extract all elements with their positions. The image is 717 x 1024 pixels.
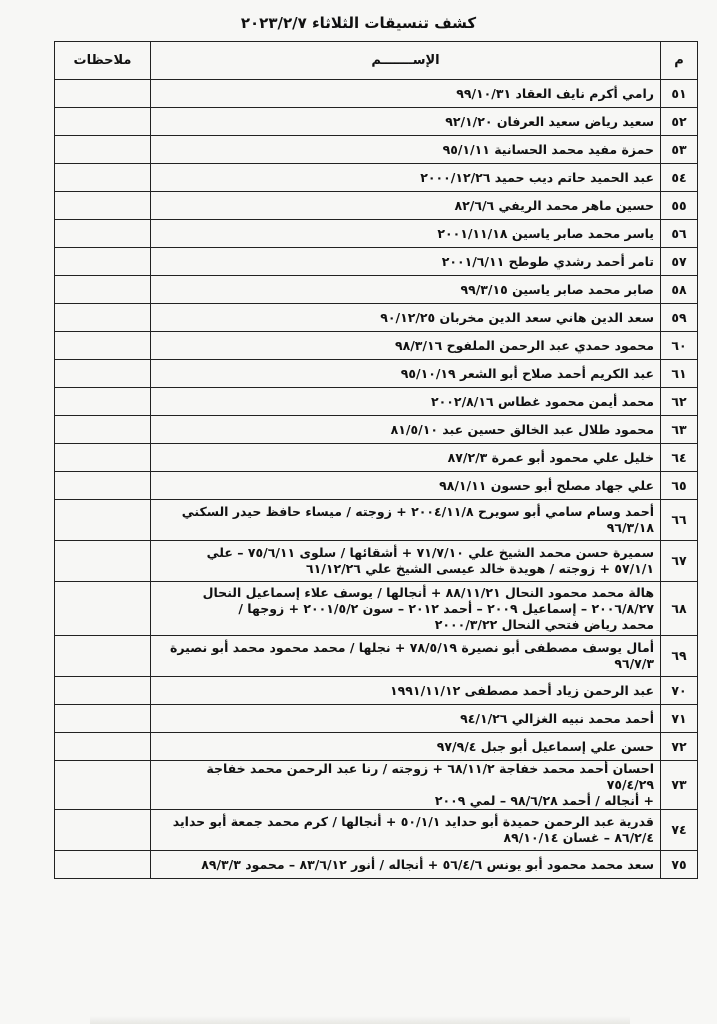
table-row: [55, 582, 698, 636]
name-line: سعد محمد محمود أبو يونس ٥٦/٤/٦ + أنجاله / أنور ٨٣/٦/١٢ – محمود ٨٩/٣/٣: [201, 856, 654, 872]
name-line: محمود حمدي عبد الرحمن الملفوح ٩٨/٣/١٦: [394, 337, 654, 353]
name-line: أمال يوسف مصطفى أبو نصيرة ٧٨/٥/١٩ + نجلها / محمد محمود محمد أبو نصيرة: [169, 640, 654, 655]
name-line: ٥٧/١/١ + زوجته / هويدة خالد عيسى الشيخ علي ٦١/١٢/٢٦: [306, 561, 654, 576]
row-number: ٧٣: [661, 761, 698, 810]
row-name: [151, 416, 661, 444]
name-line: ٩٦/٧/٣: [614, 656, 654, 671]
header-number: م: [661, 42, 698, 80]
row-notes: [55, 500, 151, 541]
name-line: صابر محمد صابر ياسين ٩٩/٣/١٥: [460, 281, 654, 297]
row-name: [151, 444, 661, 472]
row-number: ٦١: [661, 360, 698, 388]
name-line: علي جهاد مصلح أبو حسون ٩٨/١/١١: [439, 477, 654, 493]
name-line: قدرية عبد الرحمن حميدة أبو حدايد ٥٠/١/١ + أنجالها / كرم محمد جمعة أبو حدايد: [172, 814, 654, 829]
name-line: حسن علي إسماعيل أبو جبل ٩٧/٩/٤: [436, 738, 654, 754]
table-row: [55, 541, 698, 582]
row-notes: [55, 304, 151, 332]
table-row: [55, 80, 698, 108]
row-notes: [55, 248, 151, 276]
row-number: ٦٦: [661, 500, 698, 541]
table-row: [55, 500, 698, 541]
row-notes: [55, 472, 151, 500]
table-row: [55, 636, 698, 677]
row-name: [151, 164, 661, 192]
name-line: خليل علي محمود أبو عمرة ٨٧/٢/٣: [447, 449, 654, 465]
header-notes: ملاحظات: [55, 42, 151, 80]
row-notes: [55, 851, 151, 879]
row-notes: [55, 677, 151, 705]
row-number: ٥٧: [661, 248, 698, 276]
name-line: سعد الدين هاني سعد الدين مخربان ٩٠/١٢/٢٥: [380, 309, 654, 325]
row-number: ٦٢: [661, 388, 698, 416]
name-line: رامي أكرم نايف العقاد ٩٩/١٠/٣١: [456, 85, 654, 101]
name-line: محمد رياض فتحي النحال ٢٠٠٠/٣/٢٢: [434, 616, 654, 632]
row-name: [151, 332, 661, 360]
row-number: ٥٢: [661, 108, 698, 136]
row-notes: [55, 108, 151, 136]
row-notes: [55, 416, 151, 444]
table-row: [55, 444, 698, 472]
name-line: محمد أيمن محمود غطاس ٢٠٠٢/٨/١٦: [431, 393, 654, 409]
roster-table: [54, 41, 698, 879]
row-number: ٥٣: [661, 136, 698, 164]
row-number: ٦٧: [661, 541, 698, 582]
row-notes: [55, 733, 151, 761]
name-line: ٢٠٠٦/٨/٢٧ – إسماعيل ٢٠٠٩ – أحمد ٢٠١٢ – سون ٢٠٠١/٥/٢ + زوجها /: [238, 600, 654, 616]
table-row: [55, 360, 698, 388]
table-row: [55, 332, 698, 360]
table-row: [55, 304, 698, 332]
name-line: هالة محمد محمود النحال ٨٨/١١/٢١ + أنجالها / يوسف علاء إسماعيل النحال: [202, 584, 654, 600]
row-notes: [55, 276, 151, 304]
name-line: سعيد رياض سعيد العرفان ٩٢/١/٢٠: [445, 113, 654, 129]
name-line: احسان أحمد محمد خفاجة ٦٨/١١/٢ + زوجته / رنا عبد الرحمن محمد خفاجة ٧٥/٤/٢٩: [206, 761, 654, 792]
row-name: [151, 248, 661, 276]
name-line: حمزة مفيد محمد الحسانية ٩٥/١/١١: [442, 141, 654, 157]
row-number: ٥٨: [661, 276, 698, 304]
row-name: [151, 472, 661, 500]
row-number: ٥٦: [661, 220, 698, 248]
table-row: [55, 677, 698, 705]
table-row: [55, 248, 698, 276]
row-notes: [55, 636, 151, 677]
row-number: ٧٤: [661, 810, 698, 851]
row-name: [151, 733, 661, 761]
row-notes: [55, 761, 151, 810]
row-notes: [55, 360, 151, 388]
name-line: عبد الحميد حاتم ديب حميد ٢٠٠٠/١٢/٢٦: [420, 169, 654, 185]
row-name: [151, 136, 661, 164]
table-row: [55, 705, 698, 733]
row-name: [151, 220, 661, 248]
table-row: [55, 192, 698, 220]
table-row: [55, 851, 698, 879]
row-notes: [55, 810, 151, 851]
row-notes: [55, 541, 151, 582]
page-title: كشف تنسيقات الثلاثاء ٢٠٢٣/٢/٧: [240, 14, 477, 32]
table-row: [55, 164, 698, 192]
row-name: [151, 360, 661, 388]
row-number: ٧٥: [661, 851, 698, 879]
row-notes: [55, 444, 151, 472]
table-row: [55, 416, 698, 444]
name-line: حسين ماهر محمد الريفي ٨٢/٦/٦: [454, 197, 654, 213]
name-line: أحمد وسام سامي أبو سويرح ٢٠٠٤/١١/٨ + زوجته / ميساء حافظ حيدر السكني: [181, 504, 654, 519]
row-notes: [55, 582, 151, 636]
row-name: [151, 810, 661, 851]
row-name: [151, 636, 661, 677]
row-number: ٥١: [661, 80, 698, 108]
name-line: عبد الرحمن زياد أحمد مصطفى ١٩٩١/١١/١٢: [390, 682, 654, 698]
row-number: ٥٩: [661, 304, 698, 332]
name-line: محمود طلال عبد الخالق حسين عبد ٨١/٥/١٠: [390, 421, 654, 437]
name-line: تامر أحمد رشدي طوطح ٢٠٠١/٦/١١: [441, 253, 654, 269]
row-name: [151, 500, 661, 541]
table-row: [55, 472, 698, 500]
row-notes: [55, 220, 151, 248]
name-line: ٩٦/٣/١٨: [606, 520, 654, 535]
row-name: [151, 388, 661, 416]
row-name: [151, 705, 661, 733]
name-line: + أنجاله / أحمد ٩٨/٦/٢٨ – لمي ٢٠٠٩: [434, 793, 654, 808]
table-row: [55, 733, 698, 761]
row-notes: [55, 705, 151, 733]
table-row: [55, 136, 698, 164]
row-name: [151, 541, 661, 582]
table-row: [55, 276, 698, 304]
name-line: أحمد محمد نبيه الغزالي ٩٤/١/٢٦: [460, 710, 654, 726]
row-number: ٥٥: [661, 192, 698, 220]
row-name: [151, 192, 661, 220]
row-number: ٦٥: [661, 472, 698, 500]
row-number: ٦٠: [661, 332, 698, 360]
row-notes: [55, 332, 151, 360]
header-row: [55, 42, 698, 80]
header-name: الإســـــــم: [151, 42, 661, 80]
row-name: [151, 80, 661, 108]
row-number: ٧٢: [661, 733, 698, 761]
table-row: [55, 761, 698, 810]
table-row: [55, 810, 698, 851]
row-notes: [55, 136, 151, 164]
row-number: ٦٤: [661, 444, 698, 472]
row-name: [151, 761, 661, 810]
scan-bottom-edge: [90, 1016, 630, 1024]
row-name: [151, 851, 661, 879]
row-notes: [55, 164, 151, 192]
row-name: [151, 677, 661, 705]
table-row: [55, 108, 698, 136]
row-name: [151, 276, 661, 304]
row-number: ٧٠: [661, 677, 698, 705]
roster-body: [55, 80, 698, 879]
name-line: ياسر محمد صابر ياسين ٢٠٠١/١١/١٨: [437, 225, 654, 241]
table-row: [55, 388, 698, 416]
name-line: سميرة حسن محمد الشيخ علي ٧١/٧/١٠ + أشقائها / سلوى ٧٥/٦/١١ – علي: [206, 545, 654, 560]
table-row: [55, 220, 698, 248]
row-name: [151, 108, 661, 136]
row-notes: [55, 192, 151, 220]
row-notes: [55, 388, 151, 416]
row-name: [151, 304, 661, 332]
row-number: ٦٣: [661, 416, 698, 444]
name-line: ٨٦/٢/٤ – غسان ٨٩/١٠/١٤: [503, 830, 654, 845]
row-number: ٧١: [661, 705, 698, 733]
row-notes: [55, 80, 151, 108]
row-number: ٦٨: [661, 582, 698, 636]
row-number: ٦٩: [661, 636, 698, 677]
row-number: ٥٤: [661, 164, 698, 192]
name-line: عبد الكريم أحمد صلاح أبو الشعر ٩٥/١٠/١٩: [400, 365, 654, 381]
row-name: [151, 582, 661, 636]
